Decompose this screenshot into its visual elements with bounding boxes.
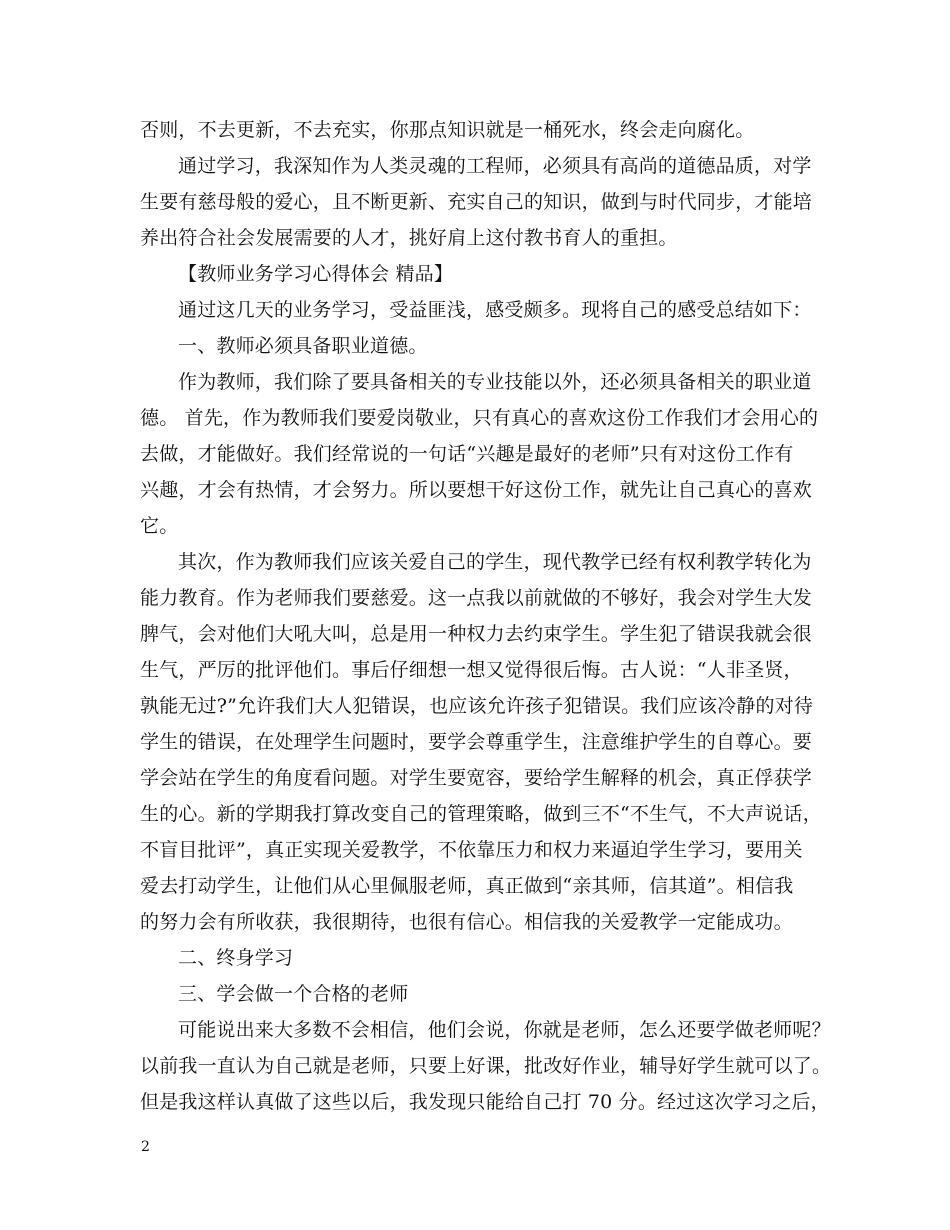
text-line: 通过这几天的业务学习，受益匪浅，感受颇多。现将自己的感受总结如下： [178,299,812,321]
text-line: 生的心。新的学期我打算改变自己的管理策略，做到三不“不生气，不大声说话， [140,803,822,825]
section-heading: 三、学会做一个合格的老师 [178,983,409,1005]
section-heading: 【教师业务学习心得体会 精品】 [178,263,454,285]
text-line: 它。 [140,515,179,537]
text-line: 以前我一直认为自己就是老师，只要上好课，批改好作业，辅导好学生就可以了。 [140,1055,832,1077]
text-line: 养出符合社会发展需要的人才，挑好肩上这付教书育人的重担。 [140,227,678,249]
text-line: 作为教师，我们除了要具备相关的专业技能以外，还必须具备相关的职业道 [178,371,812,393]
text-line: 德。 首先，作为教师我们要爱岗敬业，只有真心的喜欢这份工作我们才会用心的 [140,407,819,429]
text-line: 兴趣，才会有热情，才会努力。所以要想干好这份工作，就先让自己真心的喜欢 [140,479,813,501]
text-line: 不盲目批评”，真正实现关爱教学，不依靠压力和权力来逼迫学生学习，要用关 [140,839,803,861]
section-heading: 一、教师必须具备职业道德。 [178,335,428,357]
text-line: 能力教育。作为老师我们要慈爱。这一点我以前就做的不够好，我会对学生大发 [140,587,813,609]
text-line: 生气，严厉的批评他们。事后仔细想一想又觉得很后悔。古人说：“人非圣贤， [140,659,803,681]
text-line: 其次，作为教师我们应该关爱自己的学生，现代教学已经有权利教学转化为 [178,551,812,573]
section-heading: 二、终身学习 [178,947,294,969]
text-line: 脾气，会对他们大吼大叫，总是用一种权力去约束学生。学生犯了错误我就会很 [140,623,813,645]
text-line: 通过学习，我深知作为人类灵魂的工程师，必须具有高尚的道德品质，对学 [178,155,812,177]
text-line: 学会站在学生的角度看问题。对学生要宽容，要给学生解释的机会，真正俘获学 [140,767,813,789]
text-line: 去做，才能做好。我们经常说的一句话“兴趣是最好的老师”只有对这份工作有 [140,443,794,465]
text-line: 可能说出来大多数不会相信，他们会说，你就是老师，怎么还要学做老师呢？ [178,1019,831,1041]
text-line: 学生的错误，在处理学生问题时，要学会尊重学生，注意维护学生的自尊心。要 [140,731,813,753]
text-line: 但是我这样认真做了这些以后，我发现只能给自己打 70 分。经过这次学习之后， [140,1091,830,1113]
document-body [140,112,832,1120]
text-line: 爱去打动学生，让他们从心里佩服老师，真正做到“亲其师，信其道”。相信我 [140,875,794,897]
text-line: 否则，不去更新，不去充实，你那点知识就是一桶死水，终会走向腐化。 [140,119,755,141]
text-line: 孰能无过?”允许我们大人犯错误，也应该允许孩子犯错误。我们应该冷静的对待 [140,695,814,717]
text-line: 生要有慈母般的爱心，且不断更新、充实自己的知识，做到与时代同步，才能培 [140,191,813,213]
text-line: 的努力会有所收获，我很期待，也很有信心。相信我的关爱教学一定能成功。 [140,911,793,933]
page-number: 2 [141,1139,150,1155]
